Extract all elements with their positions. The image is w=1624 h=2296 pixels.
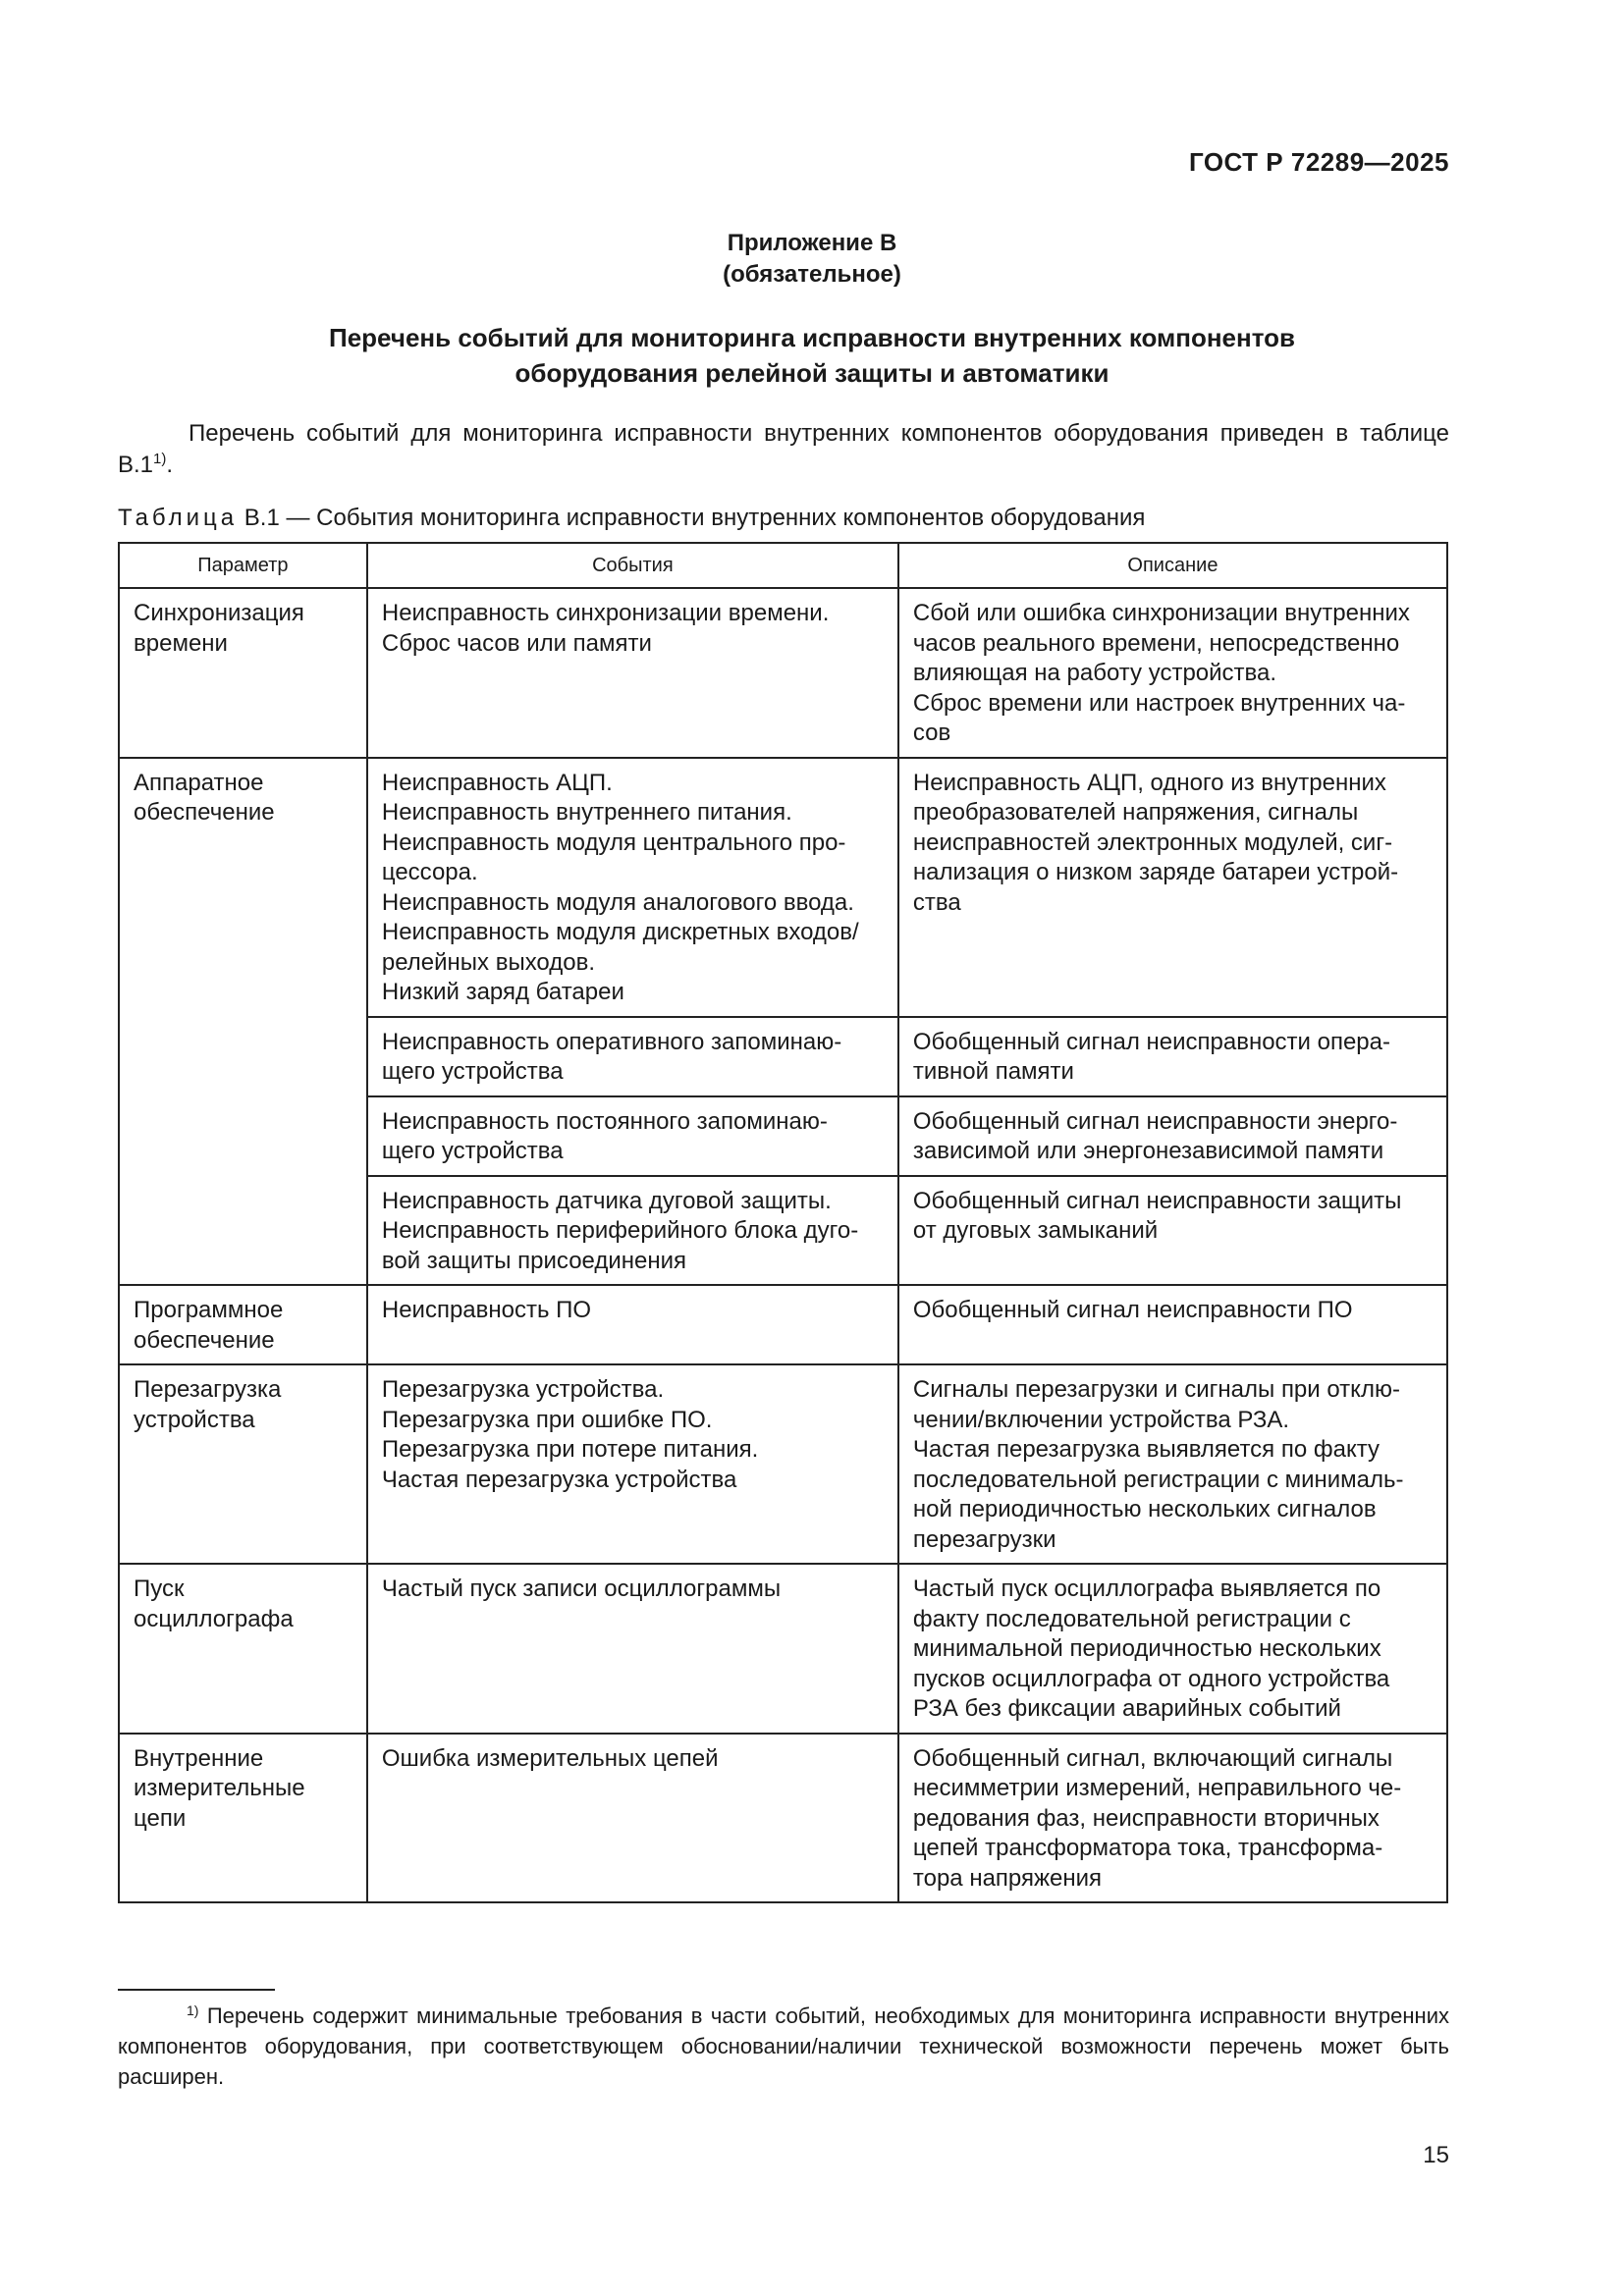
cell-description (898, 1017, 1447, 1096)
cell-line: редования фаз, неисправности вторичных (912, 1804, 1380, 1832)
page-number: 15 (1423, 2142, 1449, 2168)
table-row (119, 1734, 1447, 1903)
cell-line: от дуговых замыканий (912, 1217, 1159, 1244)
cell-line: часов реального времени, непосредственно (912, 629, 1400, 657)
cell-line: Ошибка измерительных цепей (381, 1744, 719, 1772)
cell-events (367, 758, 898, 1017)
cell-line: Обобщенный сигнал неисправности защиты (912, 1187, 1402, 1214)
header-description: Описание (898, 543, 1447, 588)
cell-line: цессора. (381, 859, 478, 885)
footnote-divider (118, 1989, 275, 1991)
cell-line: Перезагрузка при ошибке ПО. (381, 1406, 713, 1433)
cell-line: Неисправность модуля аналогового ввода. (381, 888, 854, 916)
cell-line: несимметрии измерений, неправильного че- (912, 1775, 1402, 1801)
cell-description (898, 1176, 1447, 1286)
cell-line: чении/включении устройства РЗА. (912, 1406, 1290, 1433)
cell-line: преобразователей напряжения, сигналы (912, 799, 1359, 826)
cell-line: Частая перезагрузка выявляется по факту (912, 1436, 1380, 1463)
cell-events (367, 1285, 898, 1364)
standard-designation: ГОСТ Р 72289—2025 (1188, 147, 1449, 177)
cell-line: Неисправность модуля центрального про- (381, 828, 846, 856)
cell-line: последовательной регистрации с минималь- (912, 1466, 1404, 1493)
cell-line: факту последовательной регистрации с (912, 1605, 1351, 1632)
cell-line: ной периодичностью нескольких сигналов (912, 1496, 1377, 1522)
cell-line: Обобщенный сигнал неисправности ПО (912, 1297, 1353, 1323)
cell-line: щего устройства (381, 1058, 564, 1085)
annex-title: Приложение В (727, 230, 897, 256)
cell-line: Неисправность ПО (381, 1297, 592, 1323)
cell-line: Неисправность датчика дуговой защиты. (381, 1187, 832, 1214)
cell-parameter (119, 1734, 367, 1903)
cell-line: Перезагрузка при потере питания. (381, 1436, 759, 1463)
cell-description (898, 1564, 1447, 1734)
table-row (119, 1285, 1447, 1364)
cell-line: Частый пуск осциллографа выявляется по (912, 1575, 1381, 1602)
cell-description (898, 1734, 1447, 1903)
cell-line: зависимой или энергонезависимой памяти (912, 1138, 1384, 1164)
cell-parameter (119, 588, 367, 758)
table-row (119, 758, 1447, 1017)
cell-line: Перезагрузка устройства. (381, 1376, 665, 1403)
cell-events (367, 588, 898, 758)
cell-line: Обобщенный сигнал неисправности опера- (912, 1028, 1390, 1055)
cell-line: осциллографа (134, 1605, 294, 1632)
cell-events (367, 1017, 898, 1096)
cell-line: Низкий заряд батареи (381, 979, 624, 1005)
cell-line: сов (912, 720, 951, 746)
table-header-row (119, 543, 1447, 588)
cell-line: Неисправность внутреннего питания. (381, 799, 792, 826)
cell-line: обеспечение (134, 1326, 275, 1354)
cell-line: Синхронизация (134, 600, 304, 626)
cell-line: ства (912, 888, 961, 916)
cell-line: перезагрузки (912, 1525, 1056, 1553)
cell-events (367, 1364, 898, 1564)
cell-line: Сбой или ошибка синхронизации внутренних (912, 600, 1410, 626)
cell-parameter (119, 1564, 367, 1734)
cell-line: Обобщенный сигнал, включающий сигналы (912, 1744, 1393, 1772)
cell-line: РЗА без фиксации аварийных событий (912, 1695, 1341, 1722)
cell-events (367, 1734, 898, 1903)
cell-line: Неисправность модуля дискретных входов/ (381, 919, 859, 945)
cell-line: пусков осциллографа от одного устройства (912, 1665, 1390, 1692)
page-title-line-1: Перечень событий для мониторинга исправности внутренних компонентов (329, 323, 1295, 352)
cell-line: релейных выходов. (381, 948, 596, 976)
page-title-line-2: оборудования релейной защиты и автоматики (514, 358, 1110, 388)
events-table (118, 542, 1448, 1903)
cell-line: Неисправность синхронизации времени. (381, 600, 830, 626)
cell-line: цепи (134, 1804, 187, 1832)
intro-end: . (166, 452, 174, 478)
cell-line: влияющая на работу устройства. (912, 660, 1277, 686)
cell-parameter (119, 1364, 367, 1564)
table-caption-label: Таблица (118, 505, 239, 531)
cell-line: тора напряжения (912, 1864, 1103, 1892)
header-events: События (367, 543, 898, 588)
cell-line: обеспечение (134, 799, 275, 826)
cell-line: щего устройства (381, 1138, 564, 1164)
footnote-reference: 1) (153, 451, 167, 467)
cell-line: Пуск (134, 1575, 185, 1602)
intro-text: Перечень событий для мониторинга исправности внутренних компонентов оборудования приведен в таблице В.1 (118, 420, 1449, 478)
cell-line: неисправностей электронных модулей, сиг- (912, 828, 1393, 856)
table-caption (118, 503, 1145, 534)
intro-paragraph (118, 418, 1449, 481)
cell-description (898, 758, 1447, 1017)
table-body (119, 588, 1447, 1902)
cell-line: Внутренние (134, 1744, 264, 1772)
cell-line: Перезагрузка (134, 1376, 282, 1403)
cell-line: Неисправность оперативного запоминаю- (381, 1028, 842, 1055)
cell-line: Обобщенный сигнал неисправности энерго- (912, 1107, 1398, 1135)
table-row (119, 1364, 1447, 1564)
cell-line: времени (134, 629, 228, 657)
footnote-marker: 1) (187, 2002, 199, 2018)
cell-line: Частый пуск записи осциллограммы (381, 1575, 782, 1602)
cell-line: цепей трансформатора тока, трансформа- (912, 1835, 1383, 1861)
cell-line: устройства (134, 1406, 255, 1433)
cell-line: нализация о низком заряде батареи устрой- (912, 859, 1399, 885)
cell-description (898, 1096, 1447, 1176)
cell-line: минимальной периодичностью нескольких (912, 1635, 1381, 1662)
cell-description (898, 1285, 1447, 1364)
cell-line: Неисправность АЦП. (381, 769, 613, 796)
annex-status: (обязательное) (723, 261, 901, 288)
table-row (119, 588, 1447, 758)
table-caption-text: В.1 — События мониторинга исправности внутренних компонентов оборудования (238, 505, 1146, 531)
cell-description (898, 588, 1447, 758)
cell-line: измерительные (134, 1775, 305, 1801)
cell-line: Аппаратное (134, 769, 264, 796)
cell-events (367, 1176, 898, 1286)
footnote-text: Перечень содержит минимальные требования в части событий, необходимых для мониторинга исправности внутренних компонентов оборудования, при соответствующем обосновании/наличии технической возможности перечень может быть расширен. (118, 2003, 1449, 2089)
cell-line: Неисправность постоянного запоминаю- (381, 1107, 828, 1135)
cell-line: тивной памяти (912, 1058, 1074, 1085)
cell-line: вой защиты присоединения (381, 1247, 687, 1274)
cell-description (898, 1364, 1447, 1564)
cell-line: Частая перезагрузка устройства (381, 1466, 737, 1493)
cell-line: Сигналы перезагрузки и сигналы при отклю- (912, 1376, 1400, 1403)
cell-line: Неисправность АЦП, одного из внутренних (912, 769, 1386, 796)
table-row (119, 1564, 1447, 1734)
cell-parameter (119, 758, 367, 1286)
cell-parameter (119, 1285, 367, 1364)
cell-events (367, 1564, 898, 1734)
header-parameter: Параметр (119, 543, 367, 588)
cell-line: Сброс времени или настроек внутренних ча- (912, 689, 1406, 717)
cell-line: Неисправность периферийного блока дуго- (381, 1217, 859, 1244)
footnote (118, 2001, 1449, 2092)
page-title (0, 320, 1624, 391)
cell-line: Программное (134, 1297, 284, 1323)
cell-line: Сброс часов или памяти (381, 629, 652, 657)
cell-events (367, 1096, 898, 1176)
